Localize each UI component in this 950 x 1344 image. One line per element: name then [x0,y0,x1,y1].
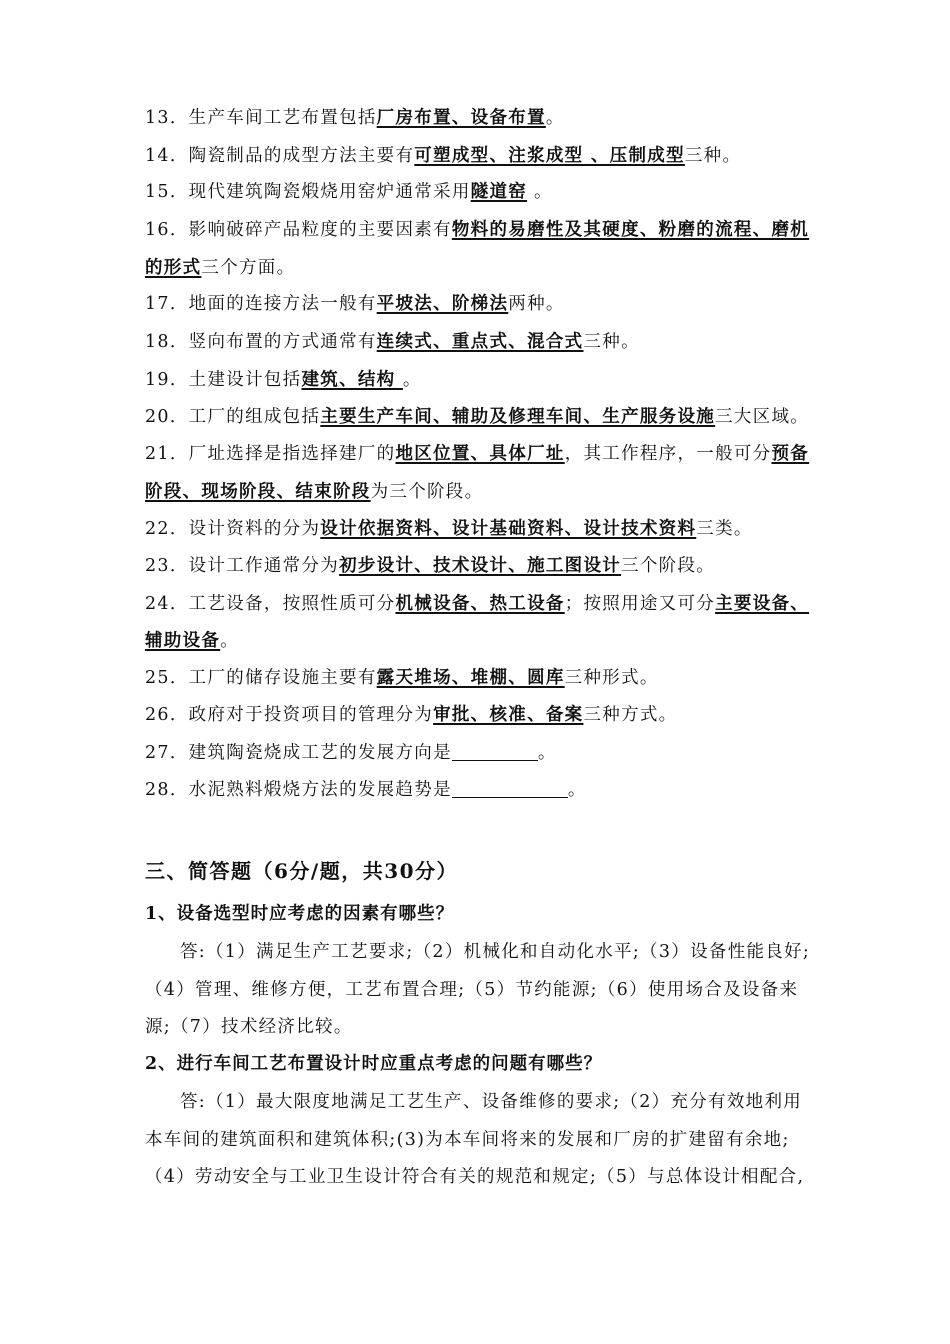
item-answer-2: 主要设备、 [715,594,810,614]
fill-item-24-continued [145,629,810,653]
item-number: 16． [145,220,189,240]
item-number: 25． [145,668,189,688]
item-text-end: 三种。 [684,146,742,166]
answer-blank[interactable] [452,742,538,761]
answer-line: 本车间的建筑面积和建筑体积;(3)为本车间将来的发展和厂房的扩建留有余地; [145,1130,790,1150]
item-answer: 建筑、结构 [301,370,403,390]
item-text: 影响破碎产品粒度的主要因素有 [188,220,452,240]
item-text-end: 三种。 [583,332,640,352]
item-text: 工厂的储存设施主要有 [188,668,377,688]
item-text: 政府对于投资项目的管理分为 [188,705,434,725]
fill-item-15 [145,180,810,204]
item-text: 建筑陶瓷烧成工艺的发展方向是 [188,743,452,763]
item-number: 22． [145,519,189,539]
fill-item-27 [145,741,810,765]
item-text: 地面的连接方法一般有 [188,294,377,314]
fill-item-28 [145,778,810,802]
fill-item-18 [145,330,810,354]
item-answer: 连续式、重点式、混合式 [376,332,584,352]
fill-item-25 [145,666,810,690]
answer-line: （4）管理、维修方便，工艺布置合理;（5）节约能源;（6）使用场合及设备来 [145,980,799,1000]
item-text-end: 三种方式。 [583,705,678,725]
item-text-end: 为三个阶段。 [370,482,484,502]
fill-item-19 [145,368,810,392]
item-number: 21． [145,444,189,464]
fill-item-16-continued [145,256,810,280]
item-text-end: 。 [567,780,587,800]
item-text-end: 。 [220,631,240,651]
answer-line: 源;（7）技术经济比较。 [145,1017,353,1037]
fill-item-13 [145,106,810,130]
item-text: 陶瓷制品的成型方法主要有 [188,146,415,166]
item-text: 设计资料的分为 [188,519,321,539]
item-text: 生产车间工艺布置包括 [188,108,377,128]
item-text: 设计工作通常分为 [188,556,340,576]
item-text-end: 。 [402,370,422,390]
fill-item-24 [145,592,810,616]
fill-item-21-continued [145,480,810,504]
item-number: 19． [145,370,189,390]
item-text-end: 三个方面。 [201,258,296,278]
item-text-end: 三大区域。 [715,407,810,427]
item-text: 工艺设备，按照性质可分 [188,594,396,614]
answer-line: 答:（1）满足生产工艺要求;（2）机械化和自动化水平;（3）设备性能良好; [180,942,811,962]
item-answer: 审批、核准、备案 [433,705,584,725]
item-answer: 设计依据资料、设计基础资料、设计技术资料 [320,519,697,539]
section-heading: 三、简答题（6分/题，共30分） [145,859,459,883]
fill-item-17 [145,292,810,316]
item-answer: 露天堆场、堆棚、圆库 [376,668,565,688]
item-answer: 可塑成型、注浆成型 、压制成型 [414,146,685,166]
item-number: 28． [145,780,189,800]
item-number: 27． [145,743,189,763]
item-text: 竖向布置的方式通常有 [188,332,377,352]
fill-item-20 [145,405,810,429]
item-text: 工厂的组成包括 [188,407,321,427]
item-answer-continued: 阶段、现场阶段、结束阶段 [145,482,371,502]
answer-line: （4）劳动安全与工业卫生设计符合有关的规范和规定;（5）与总体设计相配合, [145,1167,805,1187]
fill-item-22 [145,517,810,541]
item-number: 20． [145,407,189,427]
item-text-end: 两种。 [508,294,565,314]
item-number: 14． [145,146,189,166]
item-answer: 平坡法、阶梯法 [376,294,509,314]
item-text-end: 三种形式。 [564,668,659,688]
item-number: 13． [145,108,189,128]
item-answer: 物料的易磨性及其硬度、粉磨的流程、磨机 [451,220,810,240]
item-answer: 地区位置、具体厂址 [395,444,565,464]
item-number: 26． [145,705,189,725]
item-text: 水泥熟料煅烧方法的发展趋势是 [188,780,452,800]
question-title-2: 2、进行车间工艺布置设计时应重点考虑的问题有哪些？ [145,1054,603,1074]
item-text-end: 。 [527,182,553,202]
item-text-end: 。 [537,743,557,763]
item-answer-2: 预备 [771,444,810,464]
item-text-end: 。 [545,108,565,128]
fill-item-14 [145,144,810,168]
item-number: 24． [145,594,189,614]
item-number: 23． [145,556,189,576]
item-text-mid: ；按照用途又可分 [564,594,716,614]
fill-item-23 [145,554,810,578]
item-answer-continued: 的形式 [145,258,202,278]
item-text-end: 三个阶段。 [621,556,716,576]
item-answer: 隧道窑 [470,182,528,202]
item-number: 18． [145,332,189,352]
fill-item-16 [145,218,810,242]
item-answer: 主要生产车间、辅助及修理车间、生产服务设施 [320,407,716,427]
item-answer: 初步设计、技术设计、施工图设计 [339,556,622,576]
fill-item-21 [145,442,810,466]
item-answer: 厂房布置、设备布置 [376,108,546,128]
item-text-mid: ，其工作程序，一般可分 [564,444,772,464]
item-number: 15． [145,182,189,202]
answer-blank[interactable] [452,779,568,798]
item-text: 现代建筑陶瓷煅烧用窑炉通常采用 [188,182,471,202]
item-number: 17． [145,294,189,314]
item-answer-continued: 辅助设备 [145,631,221,651]
item-text: 厂址选择是指选择建厂的 [188,444,396,464]
fill-item-26 [145,703,810,727]
question-title-1: 1、设备选型时应考虑的因素有哪些？ [145,904,455,924]
item-answer: 机械设备、热工设备 [395,594,565,614]
answer-line: 答:（1）最大限度地满足工艺生产、设备维修的要求;（2）充分有效地利用 [180,1092,803,1112]
item-text: 土建设计包括 [188,370,302,390]
item-text-end: 三类。 [696,519,753,539]
